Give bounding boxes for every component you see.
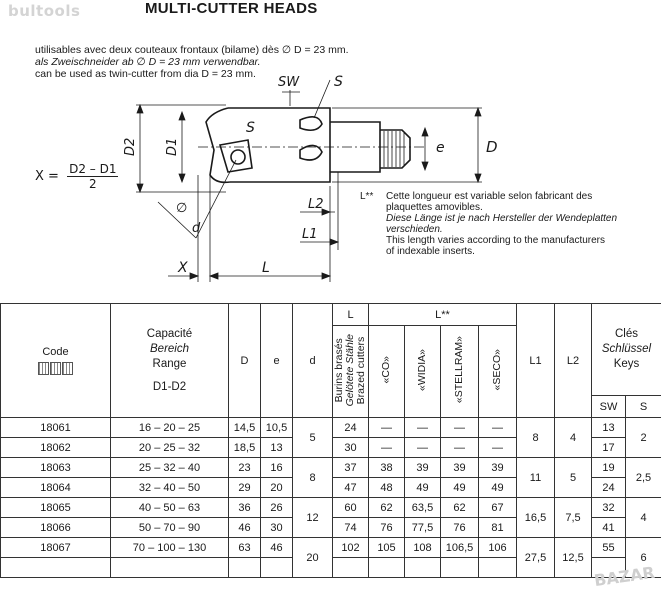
- cell-range: 32 – 40 – 50: [111, 478, 229, 498]
- cell-widia: 108: [405, 538, 441, 558]
- cell-stellram: 39: [441, 458, 479, 478]
- cell-co: 105: [369, 538, 405, 558]
- note-en2: of indexable inserts.: [386, 246, 475, 257]
- cell-sw: 32: [592, 498, 626, 518]
- cell-range: 25 – 32 – 40: [111, 458, 229, 478]
- cell-L1: 27,5: [517, 538, 555, 578]
- cell-range: 70 – 100 – 130: [111, 538, 229, 558]
- cell-code: 18065: [1, 498, 111, 518]
- cell-widia: 49: [405, 478, 441, 498]
- cell-seco: 39: [479, 458, 517, 478]
- formula-lhs: X =: [35, 169, 59, 184]
- header-D: D: [229, 304, 261, 418]
- cell-D: 36: [229, 498, 261, 518]
- cell-code: 18064: [1, 478, 111, 498]
- label-e: e: [436, 140, 445, 156]
- cutter-insert: [206, 108, 230, 182]
- table-row: [1, 498, 661, 518]
- watermark-bottom: BAZAR: [593, 562, 657, 591]
- intro-fr: utilisables avec deux couteaux frontaux (bilame) dès ∅ D = 23 mm.: [35, 44, 349, 56]
- label-s-mid: S: [246, 120, 255, 136]
- cell-range: 40 – 50 – 63: [111, 498, 229, 518]
- cell-sw: 19: [592, 458, 626, 478]
- page-title: MULTI-CUTTER HEADS: [145, 0, 318, 17]
- insert-pocket: [220, 140, 252, 172]
- watermark-top: bultools: [8, 2, 81, 20]
- cell-widia: 63,5: [405, 498, 441, 518]
- label-sw: SW: [278, 75, 300, 90]
- note-de2: verschieden.: [386, 224, 443, 235]
- screw-slot-bottom: [300, 145, 322, 160]
- label-s-top: S: [334, 74, 343, 90]
- label-x: X: [178, 260, 188, 276]
- cell-widia: —: [405, 438, 441, 458]
- table-row: [1, 458, 661, 478]
- x-formula: [35, 162, 118, 191]
- cell-range: 20 – 25 – 32: [111, 438, 229, 458]
- cell-code: 18067: [1, 538, 111, 558]
- cell-d: 5: [293, 418, 333, 458]
- cell-sw: 41: [592, 518, 626, 538]
- cell-brazed: 37: [333, 458, 369, 478]
- header-sw: SW: [592, 396, 626, 418]
- note-fr1: Cette longueur est variable selon fabricant des: [386, 191, 593, 202]
- label-d-small: d: [192, 221, 201, 236]
- cell-co: 76: [369, 518, 405, 538]
- cell-code: 18061: [1, 418, 111, 438]
- cell-L1: 16,5: [517, 498, 555, 538]
- header-widia: «WIDIA»: [405, 326, 441, 418]
- header-Lstar: L**: [369, 304, 517, 326]
- cell-stellram: 106,5: [441, 538, 479, 558]
- cell-stellram: 49: [441, 478, 479, 498]
- cell-code: 18066: [1, 518, 111, 538]
- cell-e: 26: [261, 498, 293, 518]
- cell-s: 4: [626, 498, 661, 538]
- cell-co: 38: [369, 458, 405, 478]
- cell-code: 18063: [1, 458, 111, 478]
- cell-D: 46: [229, 518, 261, 538]
- label-d1: D1: [165, 137, 180, 156]
- header-keys: Clés Schlüssel Keys: [592, 304, 661, 396]
- code-pattern-icon: [38, 362, 74, 375]
- header-co: «CO»: [369, 326, 405, 418]
- note-label: L**: [360, 191, 374, 202]
- label-l: L: [262, 260, 270, 276]
- cell-e: 20: [261, 478, 293, 498]
- cell-seco: —: [479, 418, 517, 438]
- cell-seco: 106: [479, 538, 517, 558]
- cell-brazed: 30: [333, 438, 369, 458]
- cell-D: 29: [229, 478, 261, 498]
- cell-L2: 4: [555, 418, 592, 458]
- table-row: [1, 538, 661, 558]
- cell-sw: 55: [592, 538, 626, 558]
- cell-brazed: 47: [333, 478, 369, 498]
- cell-co: —: [369, 438, 405, 458]
- cell-stellram: —: [441, 418, 479, 438]
- intro-en: can be used as twin-cutter from dia D = 23 mm.: [35, 68, 256, 80]
- table-row: [1, 418, 661, 438]
- cell-s: 6: [626, 538, 661, 578]
- label-d-big: D: [486, 138, 498, 156]
- cell-e: 10,5: [261, 418, 293, 438]
- cell-brazed: 102: [333, 538, 369, 558]
- cell-range: 16 – 20 – 25: [111, 418, 229, 438]
- header-code: Code: [1, 304, 111, 418]
- cell-D: 23: [229, 458, 261, 478]
- header-L2: L2: [555, 304, 592, 418]
- cell-widia: 77,5: [405, 518, 441, 538]
- cell-range: 50 – 70 – 90: [111, 518, 229, 538]
- header-s: S: [626, 396, 661, 418]
- screw-slot-top: [300, 117, 322, 130]
- cell-e: 30: [261, 518, 293, 538]
- cell-stellram: 62: [441, 498, 479, 518]
- threaded-shank: [380, 130, 410, 168]
- cell-L1: 8: [517, 418, 555, 458]
- label-l2: L2: [308, 197, 324, 212]
- cell-sw: 17: [592, 438, 626, 458]
- cell-co: 48: [369, 478, 405, 498]
- cell-D: 14,5: [229, 418, 261, 438]
- cell-brazed: 60: [333, 498, 369, 518]
- cell-s: 2: [626, 418, 661, 458]
- label-d2: D2: [123, 137, 138, 156]
- note-de1: Diese Länge ist je nach Hersteller der Wendeplatten: [386, 213, 618, 224]
- cell-d: 12: [293, 498, 333, 538]
- formula-numerator: D2 – D1: [69, 162, 117, 176]
- label-phi: ∅: [176, 201, 188, 216]
- cell-sw: 13: [592, 418, 626, 438]
- header-brazed: Burins brasés Gelötete Stähle Brazed cutters: [333, 326, 369, 418]
- cell-L2: 5: [555, 458, 592, 498]
- cell-D: 18,5: [229, 438, 261, 458]
- note-en1: This length varies according to the manufacturers: [386, 235, 605, 246]
- cell-widia: 39: [405, 458, 441, 478]
- cell-sw: 24: [592, 478, 626, 498]
- cell-seco: 81: [479, 518, 517, 538]
- header-L: L: [333, 304, 369, 326]
- spec-table: [0, 303, 661, 578]
- header-capacity: Capacité Bereich Range D1-D2: [111, 304, 229, 418]
- cell-stellram: —: [441, 438, 479, 458]
- cell-brazed: 74: [333, 518, 369, 538]
- cell-code: 18062: [1, 438, 111, 458]
- cell-e: 46: [261, 538, 293, 558]
- cell-brazed: 24: [333, 418, 369, 438]
- cell-L2: 7,5: [555, 498, 592, 538]
- cell-seco: —: [479, 438, 517, 458]
- cell-s: 2,5: [626, 458, 661, 498]
- header-L1: L1: [517, 304, 555, 418]
- cell-L1: 11: [517, 458, 555, 498]
- cell-d: 8: [293, 458, 333, 498]
- header-d: d: [293, 304, 333, 418]
- cell-stellram: 76: [441, 518, 479, 538]
- header-seco: «SECO»: [479, 326, 517, 418]
- header-stellram: «STELLRAM»: [441, 326, 479, 418]
- formula-denominator: 2: [88, 177, 97, 191]
- cell-e: 13: [261, 438, 293, 458]
- cell-seco: 49: [479, 478, 517, 498]
- label-l1: L1: [302, 227, 318, 242]
- cell-seco: 67: [479, 498, 517, 518]
- cell-co: —: [369, 418, 405, 438]
- header-e: e: [261, 304, 293, 418]
- cell-widia: —: [405, 418, 441, 438]
- note-fr2: plaquettes amovibles.: [386, 202, 483, 213]
- insert-screw: [231, 150, 245, 164]
- cell-co: 62: [369, 498, 405, 518]
- cell-D: 63: [229, 538, 261, 558]
- cell-d: 20: [293, 538, 333, 578]
- cell-e: 16: [261, 458, 293, 478]
- intro-de: als Zweischneider ab ∅ D = 23 mm verwendbar.: [35, 56, 261, 68]
- cell-L2: 12,5: [555, 538, 592, 578]
